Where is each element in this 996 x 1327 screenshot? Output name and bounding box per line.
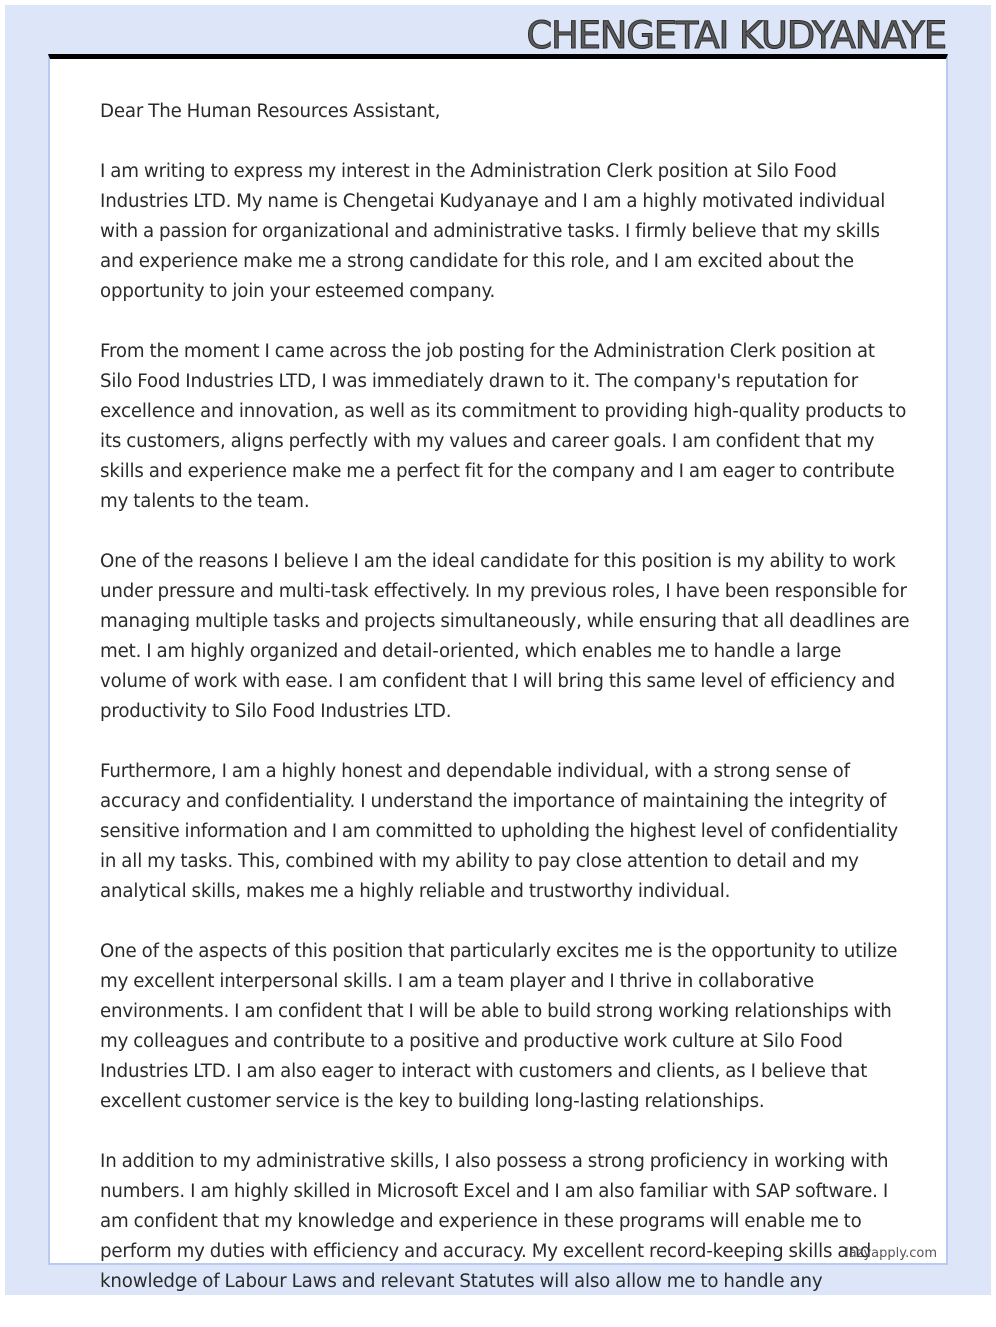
applicant-name-header: CHENGETAI KUDYANAYE — [526, 14, 946, 57]
letter-paragraph-4: Furthermore, I am a highly honest and dependable individual, with a strong sense of accuracy and confidentiality. I understand the importance of maintaining the integrity of sensitive information and I am committed to upholding the highest level of confidentiality in all my tasks. This, combined with my ability to pay close attention to detail and my analytical skills, makes me a highly reliable and trustworthy individual. — [100, 761, 899, 902]
letter-paragraph-2: From the moment I came across the job posting for the Administration Clerk position at Silo Food Industries LTD, I was immediately drawn to it. The company's reputation for excellence and innovation, as well as its commitment to providing high-quality products to its customers, aligns perfectly with my values and career goals. I am confident that my skills and experience make me a perfect fit for the company and I am eager to contribute my talents to the team. — [100, 341, 907, 512]
letter-paragraph-3: One of the reasons I believe I am the ideal candidate for this position is my ability to work under pressure and multi-task effectively. In my previous roles, I have been responsible for managing multiple tasks and projects simultaneously, while ensuring that all deadlines are met. I am highly organized and detail-oriented, which enables me to handle a large volume of work with ease. I am confident that I will bring this same level of efficiency and productivity to Silo Food Industries LTD. — [100, 551, 910, 722]
cover-letter-body — [100, 97, 910, 1327]
site-watermark: lazyapply.com — [845, 1246, 937, 1261]
letter-paragraph-6: In addition to my administrative skills, I also possess a strong proficiency in working with numbers. I am highly skilled in Microsoft Excel and I am also familiar with SAP software. I am confident that my knowledge and experience in these programs will enable me to perform my duties with efficiency and accuracy. My excellent record-keeping skills and knowledge of Labour Laws and relevant Statutes will also allow me to handle any — [100, 1151, 889, 1292]
letter-paragraph-5: One of the aspects of this position that particularly excites me is the opportunity to utilize my excellent interpersonal skills. I am a team player and I thrive in collaborative environments. I am confident that I will be able to build strong working relationships with my colleagues and contribute to a positive and productive work culture at Silo Food Industries LTD. I am also eager to interact with customers and clients, as I believe that excellent customer service is the key to building long-lasting relationships. — [100, 941, 898, 1112]
letter-paragraph-1: I am writing to express my interest in the Administration Clerk position at Silo Food Industries LTD. My name is Chengetai Kudyanaye and I am a highly motivated individual with a passion for organizational and administrative tasks. I firmly believe that my skills and experience make me a strong candidate for this role, and I am excited about the opportunity to join your esteemed company. — [100, 161, 886, 302]
letter-salutation: Dear The Human Resources Assistant, — [100, 101, 441, 122]
